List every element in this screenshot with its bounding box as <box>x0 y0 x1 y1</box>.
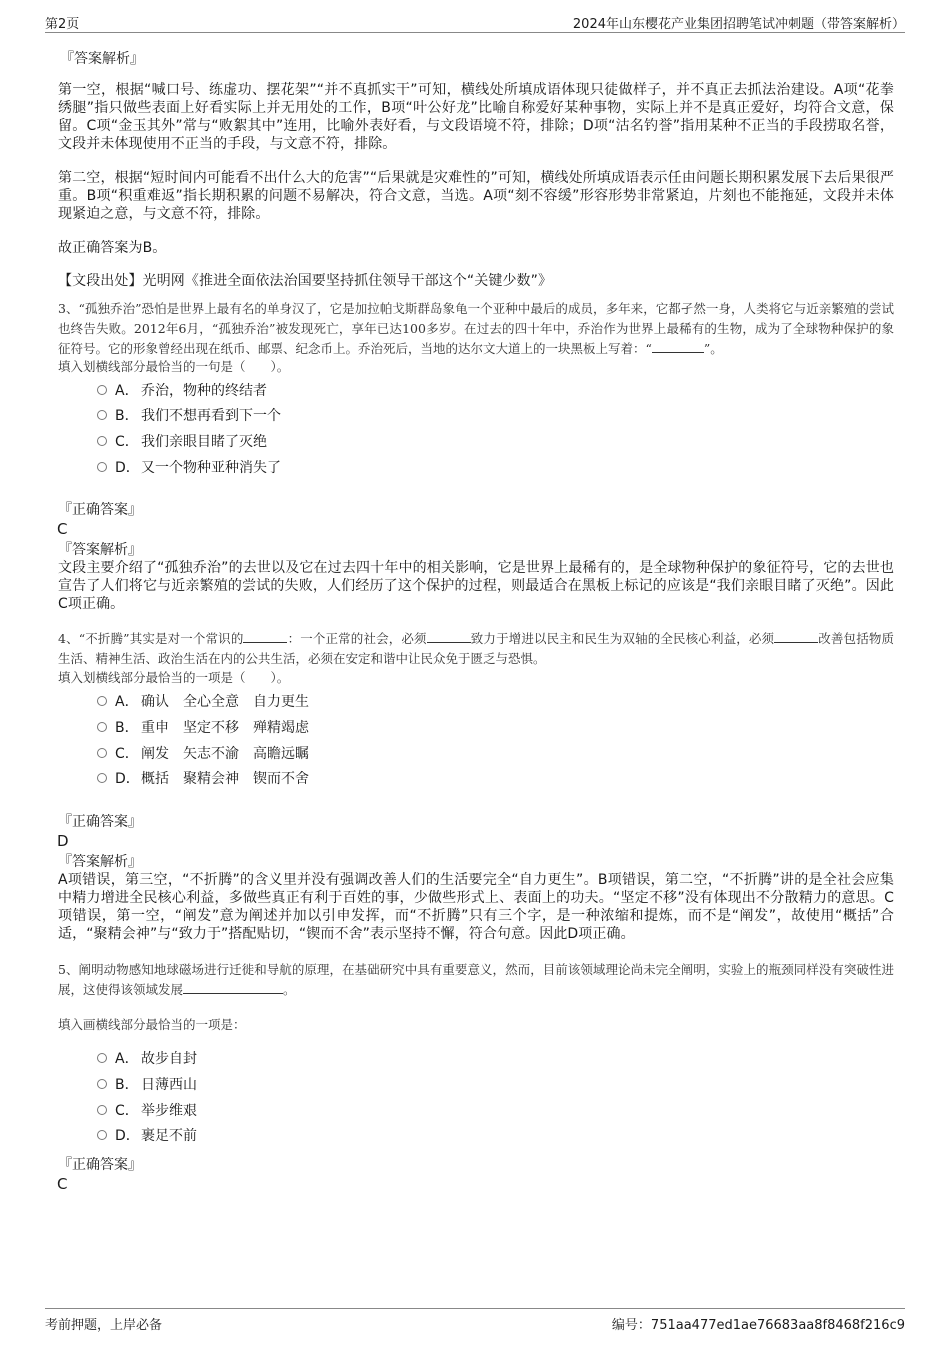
q5-question-text: 5、阐明动物感知地球磁场进行迁徙和导航的原理，在基础研究中具有重要意义，然而，目前该领域理论尚未完全阐明，实验上的瓶颈同样没有突破性进展，这使得该领域发展 。 <box>58 962 894 997</box>
q4-option-b[interactable]: B． 重申 坚定不移 殚精竭虑 <box>97 717 309 739</box>
document-title: 2024年山东樱花产业集团招聘笔试冲刺题（带答案解析） <box>572 17 905 32</box>
q4-blank-3 <box>774 642 818 643</box>
q4-question-text: 4、“不折腾”其实是对一个常识的 ：一个正常的社会，必须 致力于增进以民主和民生为双轴的全民核心利益，必须 改善包括物质生活、精神生活、政治生活在内的公共生活，必须在安定和谐中让民众免于匮乏与恐惧。 <box>58 631 894 666</box>
radio-icon[interactable] <box>97 1079 107 1089</box>
page-footer <box>45 1308 905 1331</box>
q2-conclusion: 故正确答案为B。 <box>58 240 167 256</box>
radio-icon[interactable] <box>97 722 107 732</box>
q4-option-a[interactable]: A． 确认 全心全意 自力更生 <box>97 691 309 713</box>
q5-option-c[interactable]: C． 举步维艰 <box>97 1100 197 1122</box>
q5-option-b[interactable]: B． 日薄西山 <box>97 1074 197 1096</box>
q4-blank-2 <box>427 642 471 643</box>
q4-analysis: A项错误，第三空，“不折腾”的含义里并没有强调改善人们的生活要完全“自力更生”。B项错误，第二空，“不折腾”讲的是全社会应集中精力增进全民核心利益，多做些真正有利于百姓的事，少做些形式上、表面上的功夫。“坚定不移”没有体现出不分散精力的意思。C项错误，第一空，“阐发”意为阐述并加以引申发挥，而“不折腾”只有三个字，是一种浓缩和提炼，而不是“阐发”，故使用“概括”合适，“聚精会神”与“致力于”搭配贴切，“锲而不舍”表示坚持不懈，符合句意。因此D项正确。 <box>58 872 894 942</box>
q5-prompt: 填入画横线部分最恰当的一项是： <box>58 1017 246 1032</box>
q3-answer: C <box>57 520 68 538</box>
q2-analysis-paragraph-2: 第二空，根据“短时间内可能看不出什么大的危害”“后果就是灾难性的”可知，横线处所填成语表示任由问题长期积累发展下去后果很严重。B项“积重难返”指长期积累的问题不易解决，符合文意，当选。A项“刻不容缓”形容形势非常紧迫，片刻也不能拖延，文段并未体现紧迫之意，与文意不符，排除。 <box>58 170 894 222</box>
q5-blank <box>183 993 283 994</box>
radio-icon[interactable] <box>97 462 107 472</box>
q4-option-c[interactable]: C． 阐发 矢志不渝 高瞻远瞩 <box>97 743 309 765</box>
q3-option-c[interactable]: C． 我们亲眼目睹了灭绝 <box>97 431 267 453</box>
q3-option-b[interactable]: B． 我们不想再看到下一个 <box>97 405 281 427</box>
q2-source: 【文段出处】光明网《推进全面依法治国要坚持抓住领导干部这个“关键少数”》 <box>58 273 553 289</box>
radio-icon[interactable] <box>97 385 107 395</box>
q5-option-a[interactable]: A． 故步自封 <box>97 1048 197 1070</box>
q3-prompt: 填入划横线部分最恰当的一句是（ ）。 <box>58 359 290 374</box>
q5-answer: C <box>57 1175 68 1193</box>
q3-answer-label: 『正确答案』 <box>58 502 142 518</box>
q4-answer-label: 『正确答案』 <box>58 814 142 830</box>
q3-option-a[interactable]: A． 乔治，物种的终结者 <box>97 380 267 402</box>
q4-blank-1 <box>243 642 287 643</box>
q3-option-d[interactable]: D．又一个物种亚种消失了 <box>97 457 281 479</box>
q4-analysis-label: 『答案解析』 <box>58 854 142 870</box>
radio-icon[interactable] <box>97 696 107 706</box>
q2-analysis-paragraph-1: 第一空，根据“喊口号、练虚功、摆花架”“并不真抓实干”可知，横线处所填成语体现只徒做样子，并不真正去抓法治建设。A项“花拳绣腿”指只做些表面上好看实际上并无用处的工作，B项“叶公好龙”比喻自称爱好某种事物，实际上并不是真正爱好，均符合文意，保留。C项“金玉其外”常与“败絮其中”连用，比喻外表好看，与文段语境不符，排除；D项“沽名钓誉”指用某种不正当的手段捞取名誉，文段并未体现使用不正当的手段，与文意不符，排除。 <box>58 82 894 152</box>
q4-answer: D <box>57 832 69 850</box>
radio-icon[interactable] <box>97 1105 107 1115</box>
radio-icon[interactable] <box>97 748 107 758</box>
page-number: 第2页 <box>45 17 80 32</box>
q2-analysis-label: 『答案解析』 <box>60 51 144 67</box>
q3-analysis-label: 『答案解析』 <box>58 542 142 558</box>
radio-icon[interactable] <box>97 1130 107 1140</box>
radio-icon[interactable] <box>97 436 107 446</box>
q3-text-part-a: 3、“孤独乔治”恐怕是世界上最有名的单身汉了，它是加拉帕戈斯群岛象龟一个亚种中最后的成员，多年来，它都孑然一身，人类将它与近亲繁殖的尝试也终告失败。2012年6月，“孤独乔治”被发现死亡，享年已达100多岁。在过去的四十年中，乔治作为世界上最稀有的生物，成为了全球物种保护的象征符号。它的形象曾经出现在纸币、邮票、纪念币上。乔治死后，当地的达尔文大道上的一块黑板上写着：“ <box>58 301 894 356</box>
q5-option-d[interactable]: D．裹足不前 <box>97 1125 197 1147</box>
document-id: 编号：751aa477ed1ae76683aa8f8468f216c9 <box>611 1318 905 1333</box>
q4-option-d[interactable]: D．概括 聚精会神 锲而不舍 <box>97 768 309 790</box>
page-header <box>45 10 905 33</box>
footer-slogan: 考前押题，上岸必备 <box>45 1318 163 1333</box>
radio-icon[interactable] <box>97 773 107 783</box>
q3-question-text <box>58 299 894 359</box>
q4-prompt: 填入划横线部分最恰当的一项是（ ）。 <box>58 670 290 685</box>
radio-icon[interactable] <box>97 1053 107 1063</box>
q3-text-part-b: ”。 <box>703 341 723 356</box>
q3-analysis: 文段主要介绍了“孤独乔治”的去世以及它在过去四十年中的相关影响，它是世界上最稀有的，是全球物种保护的象征符号，它的去世也宣告了人们将它与近亲繁殖的尝试的失败，人们经历了这个保护的过程，则最适合在黑板上标记的应该是“我们亲眼目睹了灭绝”。因此C项正确。 <box>58 560 894 612</box>
q3-blank <box>652 352 704 353</box>
radio-icon[interactable] <box>97 410 107 420</box>
q5-answer-label: 『正确答案』 <box>58 1157 142 1173</box>
